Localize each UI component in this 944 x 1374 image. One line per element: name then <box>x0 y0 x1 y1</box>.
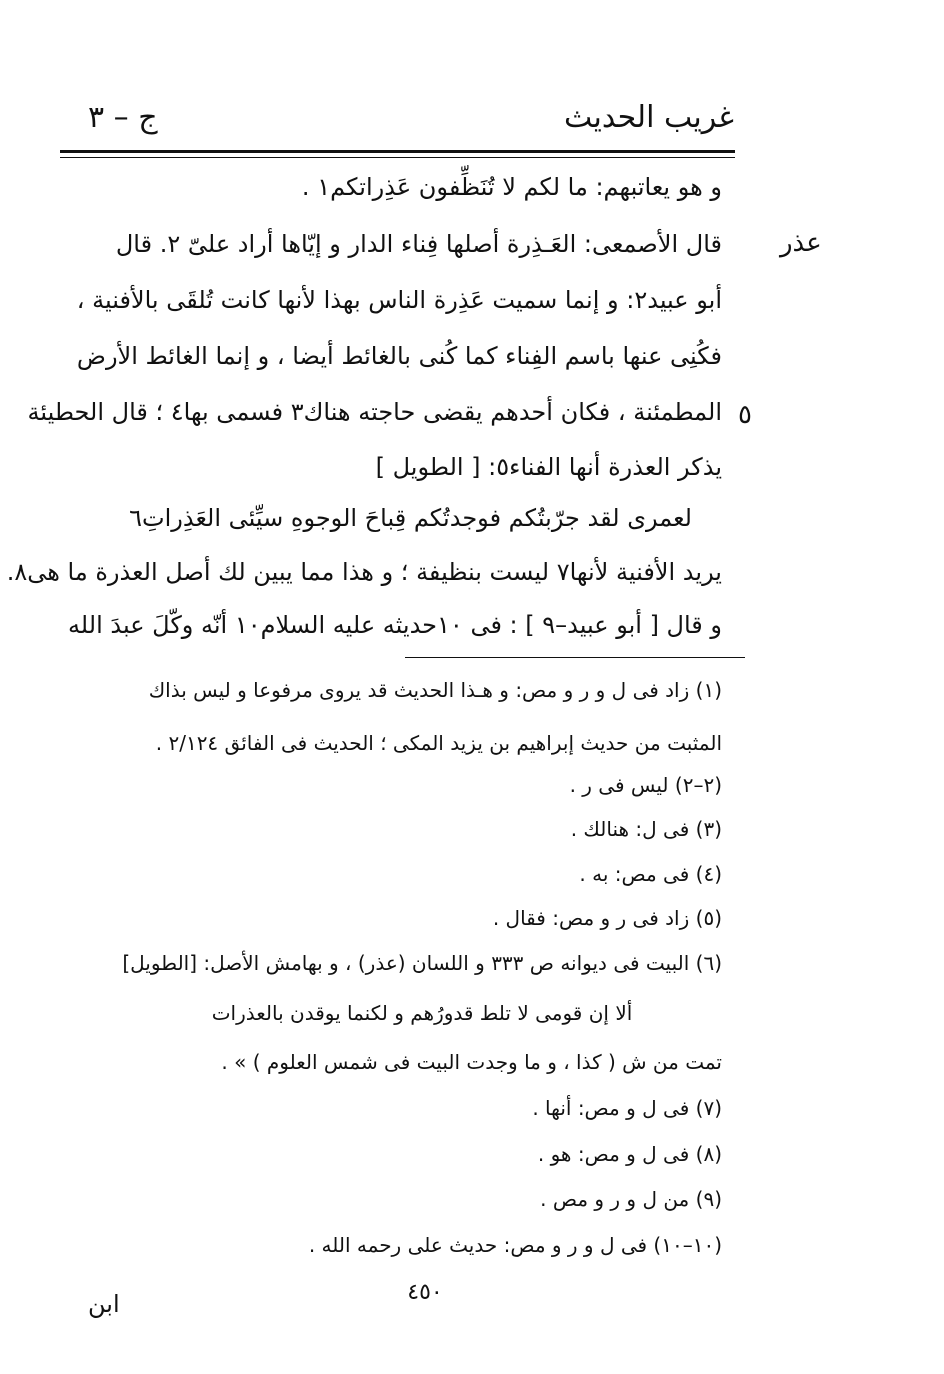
body-line: يريد الأفنية لأنها٧ ليست بنظيفة ؛ و هذا مما يبين لك أصل العذرة ما هى٨. <box>6 558 722 586</box>
volume-marker: ج – ٣ <box>88 100 158 135</box>
footnote-verse: ألا إن قومى لا تلط قدورُهم و لكنما يوقدن بالعذرات <box>211 1001 633 1025</box>
footnote-line: (٨) فى ل و مص: هو . <box>537 1142 722 1166</box>
footnote-line: (٣) فى ل: هنالك . <box>570 817 722 841</box>
running-title: غريب الحديث <box>564 100 734 135</box>
body-line: المطمئنة ، فكان أحدهم يقضى حاجته هناك٣ فسمى بها٤ ؛ قال الحطيئة <box>27 398 722 426</box>
body-line: و قال [ أبو عبيد–٩ ] : فى ١٠حديثه عليه السلام١٠ أنّه وكّلَ عبدَ الله <box>67 611 722 639</box>
footnote-line: (٥) زاد فى ر و مص: فقال . <box>492 906 722 930</box>
body-line: قال الأصمعى: العَـذِرة أصلها فِناء الدار و إيّاها أراد علىّ ٢. قال <box>115 230 722 258</box>
footnote-line: (٧) فى ل و مص: أنها . <box>532 1096 722 1120</box>
margin-entry-word: عذر <box>780 228 822 258</box>
body-line: أبو عبيد٢: و إنما سميت عَذِرة الناس بهذا لأنها كانت تُلقَى بالأفنية ، <box>76 286 722 314</box>
page-number: ٤٥٠ <box>407 1280 443 1305</box>
footnote-line: (٤) فى مص: به . <box>579 862 722 886</box>
header-rule-top <box>60 150 735 153</box>
footnote-line: (٢–٢) ليس فى ر . <box>569 773 722 797</box>
footnote-line: المثبت من حديث إبراهيم بن يزيد المكى ؛ الحديث فى الفائق ٢/١٢٤ . <box>155 731 722 755</box>
margin-line-number: ٥ <box>738 400 752 430</box>
footnote-line: (٦) البيت فى ديوانه ص ٣٣٣ و اللسان (عذر) ، و بهامش الأصل: [الطويل] <box>122 951 722 975</box>
body-line: فكُنِى عنها باسم الفِناء كما كُنى بالغائط أيضا ، و إنما الغائط الأرض <box>76 342 722 370</box>
body-line: يذكر العذرة أنها الفناء٥: [ الطويل ] <box>375 453 722 481</box>
footnote-line: (٩) من ل و ر و مص . <box>540 1187 722 1211</box>
body-line: و هو يعاتبهم: ما لكم لا تُنَظِّفون عَذِراتكم١ . <box>301 173 722 201</box>
footnote-line: (١) زاد فى ل و ر و مص: و هـذا الحديث قد يروى مرفوعا و ليس بذاك <box>148 678 722 702</box>
header-rule-bottom <box>60 157 735 158</box>
verse-line: لعمرى لقد جرّبتُكم فوجدتُكم قِباحَ الوجوهِ سيِّئى العَذِراتِ٦ <box>129 504 692 532</box>
footnote-line: (١٠–١٠) فى ل و ر و مص: حديث على رحمه الله . <box>308 1233 722 1257</box>
footnote-line: تمت من ش ( كذا ، و ما وجدت البيت فى شمس العلوم ) » . <box>221 1050 722 1074</box>
footnote-rule <box>405 657 745 658</box>
catchword: ابن <box>88 1290 120 1318</box>
